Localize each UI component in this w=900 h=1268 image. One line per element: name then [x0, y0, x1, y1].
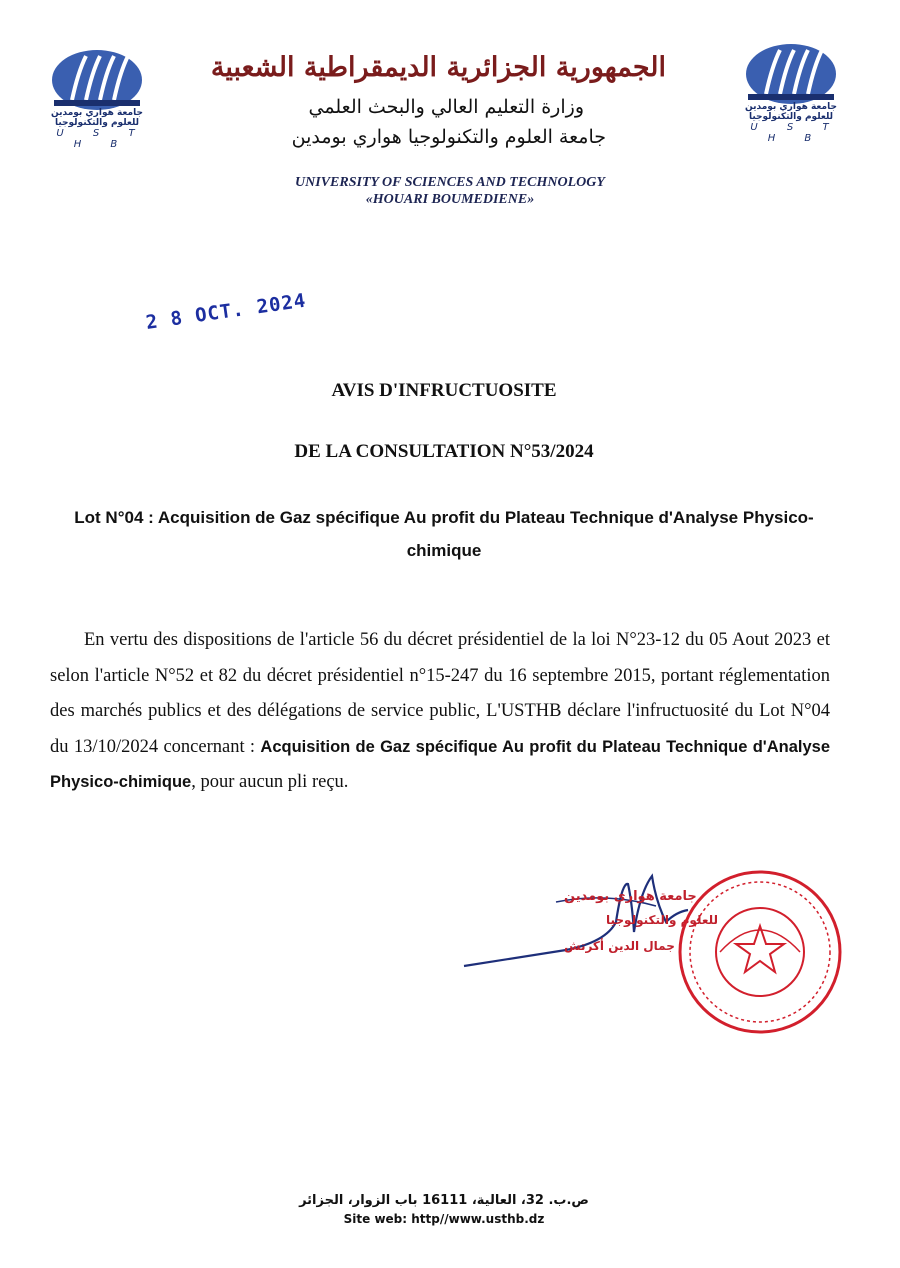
body-intro: En vertu des dispositions de l'article 56 du décret présidentiel de la loi N°23-12 du 05 Aout 2023 et selon l'article N°52 et 82 du décret présidentiel n°15-247 du 16 septembre 2015, portant réglementation des marchés publics et des délégations de service public, L'USTHB déclare l'infructuosité du Lot N°04 du 13/10/2024 concernant :	[50, 630, 830, 757]
footer-website: Site web: http//www.usthb.dz	[343, 1212, 545, 1226]
stamp-text-line1: جامعة هواري بومدين	[564, 889, 697, 904]
lot-title: Lot N°04 : Acquisition de Gaz spécifique Au profit du Plateau Technique d'Analyse Physico-chimique	[74, 508, 814, 560]
stamp-text-line3: جمال الدين أكرتش	[564, 939, 675, 953]
logo-arabic-line1: جامعة هواري بومدين	[51, 108, 143, 118]
arabic-university: جامعة العلوم والتكنولوجيا هواري بومدين	[291, 126, 606, 148]
consultation-number: DE LA CONSULTATION N°53/2024	[294, 441, 594, 462]
usthb-emblem-icon	[42, 42, 152, 108]
university-name-en-sub: «HOUARI BOUMEDIENE»	[365, 192, 535, 207]
logo-arabic-line1: جامعة هواري بومدين	[745, 102, 837, 112]
body-bold-subject: Acquisition de Gaz spécifique Au profit du Plateau Technique d'Analyse Physico-chimique	[50, 737, 830, 791]
usthb-emblem-icon	[736, 36, 846, 102]
stamp-text-line2: للعلوم والتكنولوجيا	[606, 913, 719, 927]
logo-acronym: U S T H B	[750, 122, 842, 144]
body-end: , pour aucun pli reçu.	[191, 772, 349, 792]
signature-icon	[456, 862, 719, 982]
footer-address: ص.ب. 32، العالية، 16111 باب الزوار، الجزائر	[299, 1193, 589, 1208]
logo-arabic-line2: للعلوم والتكنولوجيا	[748, 112, 834, 122]
logo-acronym: U S T H B	[56, 128, 148, 150]
date-stamp: 2 8 OCT. 2024	[144, 289, 308, 334]
body-paragraph	[50, 623, 830, 801]
logo-arabic-line2: للعلوم والتكنولوجيا	[54, 118, 140, 128]
official-seal-icon	[676, 868, 844, 1036]
document-title: AVIS D'INFRUCTUOSITE	[331, 380, 557, 401]
arabic-republic-title: الجمهورية الجزائرية الديمقراطية الشعبية	[210, 52, 666, 83]
usthb-logo-left	[42, 42, 152, 150]
university-name-en: UNIVERSITY OF SCIENCES AND TECHNOLOGY	[295, 175, 605, 190]
usthb-logo-right	[736, 36, 846, 144]
arabic-ministry: وزارة التعليم العالي والبحث العلمي	[308, 96, 584, 118]
